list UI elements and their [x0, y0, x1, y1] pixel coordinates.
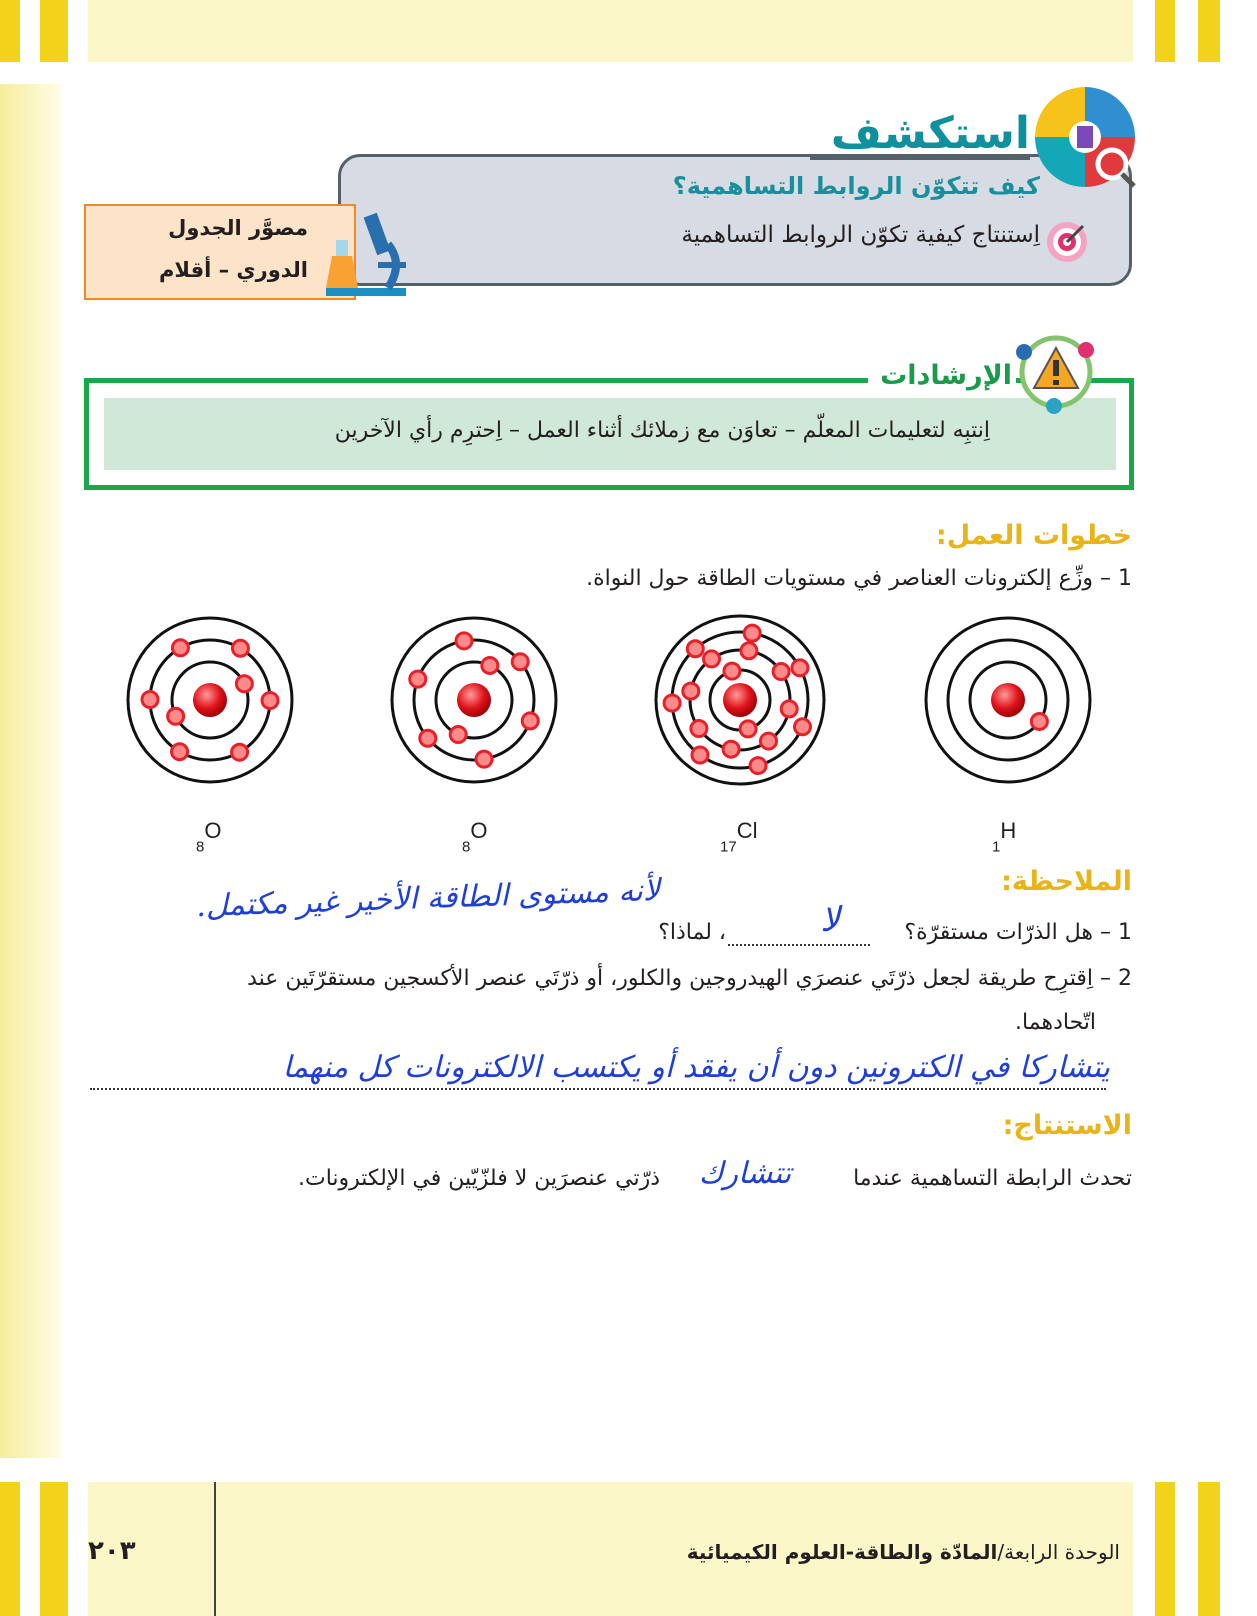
atom-2-electron: [420, 730, 436, 746]
atom-3-electron: [142, 691, 158, 707]
atom-1-electron: [687, 641, 703, 657]
q1-why: ، لماذا؟: [658, 920, 726, 945]
top-banner: [88, 0, 1133, 62]
atom-1-electron: [691, 720, 707, 736]
instructions-title: الإرشادات: [880, 360, 1012, 391]
atom-1-electron: [795, 719, 811, 735]
bottom-right-yellow-bar-2: [1198, 1482, 1220, 1616]
header-question: كيف تتكوّن الروابط التساهمية؟: [672, 172, 1040, 200]
atom-number-O-1: 8: [462, 838, 471, 856]
bottom-right-yellow-bar: [1155, 1482, 1175, 1616]
materials-line2: الدوري – أقلام: [158, 258, 308, 282]
atom-1-electron: [664, 695, 680, 711]
atom-number-O-2: 8: [196, 838, 205, 856]
atom-3-electron: [236, 676, 252, 692]
top-right-yellow-bar: [1155, 0, 1175, 62]
conclusion-answer: تتشارك: [698, 1156, 792, 1191]
atom-3-electron: [172, 640, 188, 656]
footer-unit-title: المادّة والطاقة-العلوم الكيميائية: [686, 1540, 998, 1564]
atom-label-Cl: [720, 818, 790, 856]
atom-number-H: 1: [992, 838, 1001, 856]
atom-2-nucleus: [457, 683, 491, 717]
atom-0-electron: [1031, 713, 1047, 729]
atom-1-electron: [704, 651, 720, 667]
atom-symbol-O-1: O: [470, 818, 488, 843]
atom-1-nucleus: [723, 683, 757, 717]
q1-answer-line: [728, 942, 870, 946]
atom-3-electron: [232, 744, 248, 760]
atom-0-nucleus: [991, 683, 1025, 717]
q2-line2: اتّحادهما.: [1015, 1010, 1096, 1035]
atom-label-O-2: [196, 818, 256, 856]
atom-2-electron: [410, 671, 426, 687]
observation-heading: الملاحظة:: [1001, 866, 1132, 897]
atom-3-electron: [262, 693, 278, 709]
atom-symbol-H: H: [1000, 818, 1017, 843]
atom-1-electron: [723, 741, 739, 757]
steps-heading: خطوات العمل:: [935, 520, 1132, 551]
bottom-left-yellow-bar: [0, 1482, 20, 1616]
atom-3-electron: [172, 744, 188, 760]
q2-answer: يتشاركا في الكترونين دون أن يفقد أو يكتسب الالكترونات كل منهما: [282, 1050, 1110, 1085]
atom-3-electron: [232, 640, 248, 656]
top-left-yellow-bar-2: [40, 0, 68, 62]
left-margin-strip: [0, 84, 62, 1458]
atom-1-electron: [692, 747, 708, 763]
atom-1-electron: [740, 721, 756, 737]
atom-1-electron: [773, 664, 789, 680]
instructions-text: اِنتبِه لتعليمات المعلّم – تعاوَن مع زملائك أثناء العمل – اِحترِم رأي الآخرين: [334, 418, 990, 443]
atom-1-electron: [760, 733, 776, 749]
atom-symbol-Cl: Cl: [736, 818, 758, 843]
atom-diagrams: [100, 610, 1140, 860]
footer-unit: [600, 1540, 1120, 1564]
conclusion-heading: الاستنتاج:: [1002, 1110, 1132, 1141]
explore-emblem-icon: [1030, 82, 1140, 192]
atom-2-electron: [522, 713, 538, 729]
top-right-yellow-bar-2: [1198, 0, 1220, 62]
header-objective: اِستنتاج كيفية تكوّن الروابط التساهمية: [681, 222, 1040, 248]
step-1-text: 1 – وزِّع إلكترونات العناصر في مستويات الطاقة حول النواة.: [586, 566, 1132, 591]
atom-1-electron: [683, 683, 699, 699]
atom-1-electron: [724, 663, 740, 679]
microscope-icon: [318, 204, 414, 300]
q2-line1: 2 – اِقترِح طريقة لجعل ذرّتَي عنصرَي الهيدروجين والكلور، أو ذرّتَي عنصر الأكسجين مستقرّتَين عند: [247, 966, 1132, 991]
atom-label-H: [992, 818, 1052, 856]
atom-2-electron: [512, 654, 528, 670]
atom-3-nucleus: [193, 683, 227, 717]
atom-1-electron: [792, 660, 808, 676]
atom-3-electron: [168, 708, 184, 724]
top-left-yellow-bar: [0, 0, 20, 62]
atom-symbol-O-2: O: [204, 818, 222, 843]
atom-number-Cl: 17: [720, 838, 737, 856]
atom-1-electron: [781, 701, 797, 717]
footer-divider: [214, 1482, 216, 1616]
warning-icon: [1012, 330, 1100, 414]
atom-2-electron: [476, 751, 492, 767]
atom-2-electron: [482, 657, 498, 673]
materials-line1: مصوَّر الجدول: [168, 216, 308, 240]
target-icon: [1045, 220, 1089, 264]
conclusion-part1: تحدث الرابطة التساهمية عندما: [853, 1166, 1132, 1191]
atom-2-electron: [450, 727, 466, 743]
footer-unit-label: الوحدة الرابعة/: [997, 1540, 1120, 1564]
atom-1-electron: [744, 625, 760, 641]
bottom-left-yellow-bar-2: [40, 1482, 68, 1616]
conclusion-part2: ذرّتي عنصرَين لا فلزّيّين في الإلكترونات.: [298, 1166, 660, 1191]
q1-text: 1 – هل الذرّات مستقرّة؟: [904, 920, 1132, 945]
atom-2-electron: [456, 633, 472, 649]
q1-answer-long: لأنه مستوى الطاقة الأخير غير مكتمل.: [195, 872, 661, 925]
page-number: ٢٠٣: [88, 1536, 136, 1566]
q1-answer-short: لا: [820, 900, 840, 940]
atom-1-electron: [741, 643, 757, 659]
atom-label-O-1: [462, 818, 522, 856]
q2-answer-line: [90, 1086, 1106, 1090]
atom-1-electron: [750, 758, 766, 774]
page-title: استكشف: [830, 108, 1030, 159]
